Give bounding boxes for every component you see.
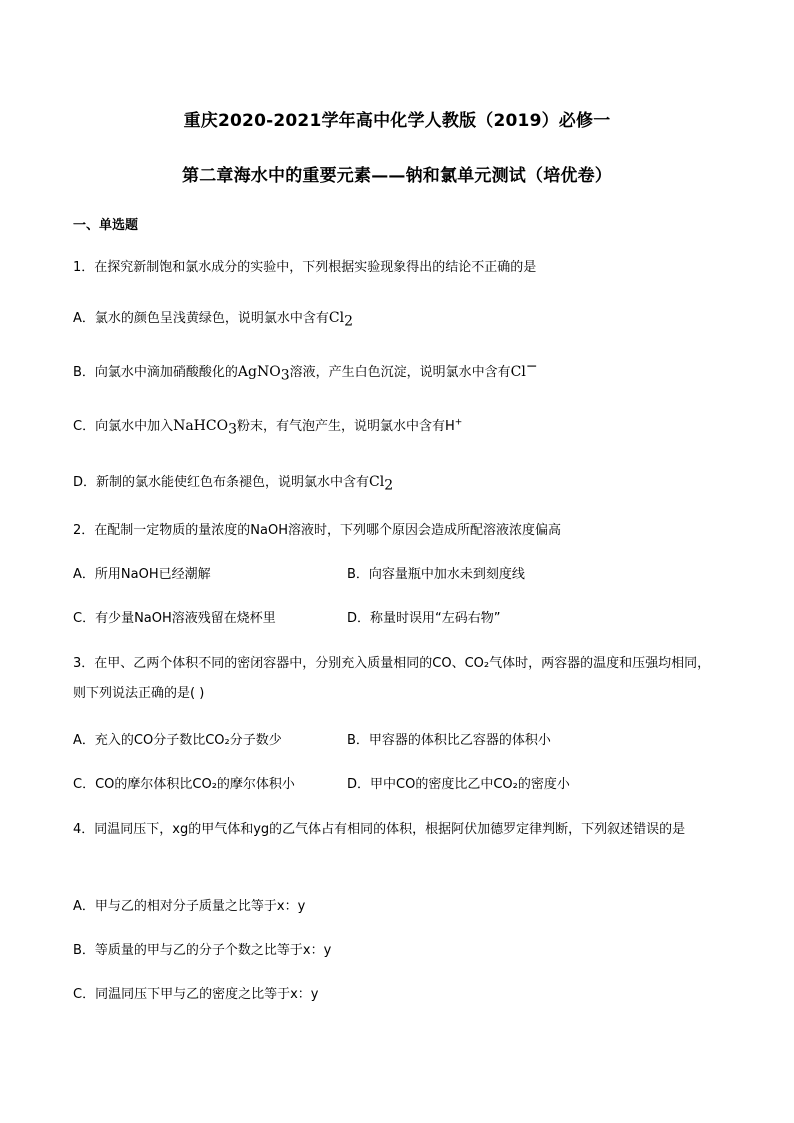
option-text: B．向氯水中滴加硝酸酸化的 xyxy=(73,365,238,380)
option-text: 溶液，产生白色沉淀，说明氯水中含有 xyxy=(289,365,511,380)
question-2-option-b: B．向容量瓶中加水未到刻度线 xyxy=(347,567,525,582)
chem-ion: H xyxy=(445,419,455,434)
document-title: 重庆2020-2021学年高中化学人教版（2019）必修一 xyxy=(183,111,611,131)
chem-subscript: 3 xyxy=(228,421,237,438)
question-3-option-b: B．甲容器的体积比乙容器的体积小 xyxy=(347,733,551,748)
question-3-option-a: A．充入的CO分子数比CO₂分子数少 xyxy=(73,733,282,748)
question-3-option-d: D．甲中CO的密度比乙中CO₂的密度小 xyxy=(347,777,570,792)
chem-superscript: − xyxy=(525,358,538,375)
question-2-option-c: C．有少量NaOH溶液残留在烧杯里 xyxy=(73,611,276,626)
question-1-option-a xyxy=(73,309,353,328)
chem-subscript: 2 xyxy=(384,477,394,494)
question-3-stem: 3．在甲、乙两个体积不同的密闭容器中，分别充入质量相同的CO、CO₂气体时，两容器的温度和压强均相同，则下列说法正确的是( ) xyxy=(73,656,711,701)
chem-subscript: 2 xyxy=(344,313,354,330)
chem-formula: NaHCO xyxy=(173,418,229,434)
chem-formula: Cl xyxy=(328,310,345,326)
document-subtitle: 第二章海水中的重要元素——钠和氯单元测试（培优卷） xyxy=(182,166,612,186)
option-text: C．向氯水中加入 xyxy=(73,419,174,434)
question-4-option-c: C．同温同压下甲与乙的密度之比等于x：y xyxy=(73,987,319,1002)
option-text: A．氯水的颜色呈浅黄绿色，说明氯水中含有 xyxy=(73,311,329,326)
question-1-stem: 1．在探究新制饱和氯水成分的实验中，下列根据实验现象得出的结论不正确的是 xyxy=(73,260,537,275)
question-1-option-c xyxy=(73,417,462,436)
question-3-option-c: C．CO的摩尔体积比CO₂的摩尔体积小 xyxy=(73,777,295,792)
question-4-stem: 4．同温同压下，xg的甲气体和yg的乙气体占有相同的体积，根据阿伏加德罗定律判断，下列叙述错误的是 xyxy=(73,822,686,837)
question-1-option-d xyxy=(73,473,393,492)
chem-formula: AgNO xyxy=(237,364,281,380)
option-text: 粉末，有气泡产生，说明氯水中含有 xyxy=(237,419,446,434)
section-heading: 一、单选题 xyxy=(73,218,139,233)
chem-ion: Cl xyxy=(510,364,526,380)
chem-superscript: + xyxy=(454,417,463,428)
question-2-stem: 2．在配制一定物质的量浓度的NaOH溶液时，下列哪个原因会造成所配溶液浓度偏高 xyxy=(73,523,561,538)
chem-subscript: 3 xyxy=(280,367,290,384)
question-2-option-d: D．称量时误用“左码右物” xyxy=(347,611,501,626)
question-4-option-b: B．等质量的甲与乙的分子个数之比等于x：y xyxy=(73,943,332,958)
chem-formula: Cl xyxy=(369,474,385,490)
option-text: D．新制的氯水能使红色布条褪色，说明氯水中含有 xyxy=(73,475,370,490)
question-4-option-a: A．甲与乙的相对分子质量之比等于x：y xyxy=(73,899,306,914)
question-2-option-a: A．所用NaOH已经潮解 xyxy=(73,567,211,582)
question-1-option-b xyxy=(73,358,538,384)
